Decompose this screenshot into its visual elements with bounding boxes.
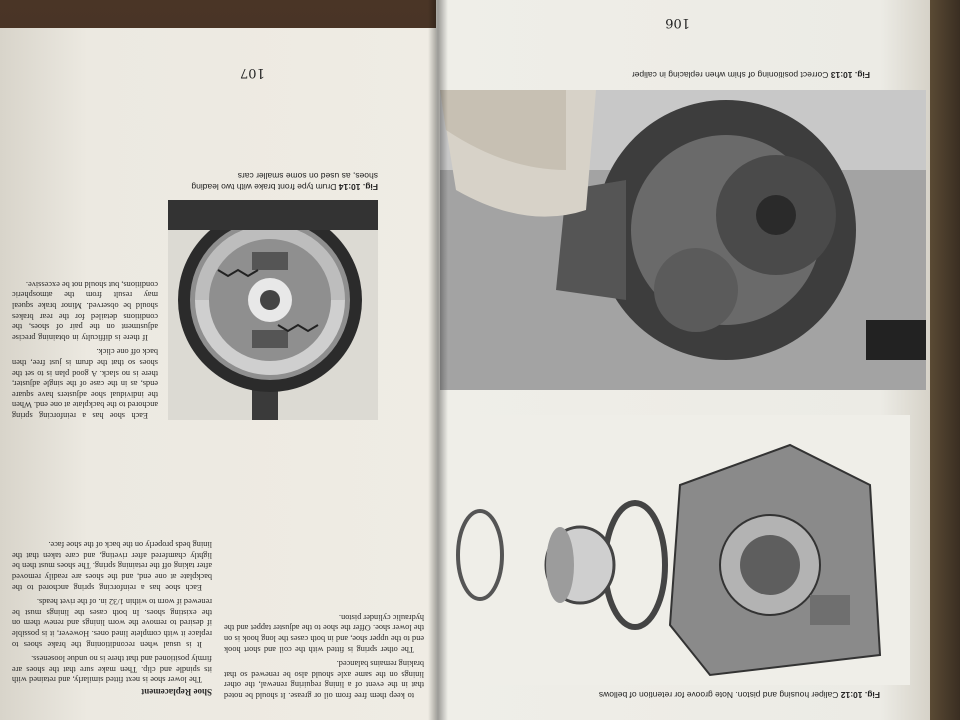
drum-brake-illustration: [168, 200, 378, 420]
figure-caption-text: Correct positioning of shim when replacing in caliper: [631, 70, 829, 80]
section-heading: Shoe Replacement: [141, 687, 212, 697]
page-number: 107: [240, 65, 265, 80]
right-page: [436, 0, 930, 720]
figure-caption: [460, 689, 880, 700]
book-gutter: [428, 0, 448, 720]
figure-photo-disc-caliper: [440, 90, 926, 390]
figure-caption: [450, 69, 870, 80]
text-column-a: [224, 420, 424, 700]
text-column-c: Each shoe has a reinforcing spring anchored to the backplate at one end. When the individual shoe adjusters have square ends, as in the case of the single adjuster, there is no slack. A good plan is to set the shoes so that the drum is just free, then back off one click. If there is difficulty in obtaining precise adjustment on the pair of shoes, the conditions detailed for the rear brakes should be observed. Minor brake squeal may result from the atmospheric conditions, but should not be excessive.: [12, 279, 158, 420]
figure-caption-text: Drum type front brake with two leading shoes, as used on some smaller cars: [191, 171, 378, 192]
paragraph: It is usual when reconditioning the brake shoes to replace it with complete lined ones. However, it is possible if desired to remove the worn linings and renew them on the existing shoes. In both cases the linings must be renewed if worn to within 1/32 in. of the rivet heads.: [12, 597, 212, 649]
paragraph: The lower shoe is next fitted similarly, and retained with its spindle and clip. Then make sure that the shoes are firmly positioned and that there is no undue looseness.: [12, 654, 212, 685]
figure-photo-caliper-parts: [450, 415, 910, 685]
caliper-parts-illustration: [450, 415, 910, 685]
figure-label: Fig. 10:14: [338, 182, 378, 192]
paragraph: The other spring is fitted with the coil and short hook end to the upper shoe, and in both cases the long hook is on the lower shoe. Offer the shoe to the adjuster tappet and the hydraulic cylinder piston.: [224, 612, 424, 654]
text-column-b: [12, 420, 212, 700]
paragraph: to keep them free from oil or grease. It should be noted that in the event of a lining requiring renewal, the other linings on the same axle should also be renewed so that braking remains balanced.: [224, 659, 424, 700]
figure-caption: [168, 170, 378, 192]
figure-caption-text: Caliper housing and piston. Note groove for retention of bellows: [598, 690, 839, 700]
left-page: [0, 28, 438, 720]
paragraph: Each shoe has a reinforcing spring anchored to the backplate at one end, and the shoes are readily removed after taking off the retaining spring. The shoes must then be lightly chamfered after riveting, and care taken that the lining beds properly on the back of the shoe face.: [12, 540, 212, 592]
disc-caliper-illustration: [440, 90, 926, 390]
figure-label: Fig. 10:12: [840, 690, 880, 700]
figure-photo-drum-brake: [168, 200, 378, 420]
page-number: 106: [665, 15, 690, 30]
figure-label: Fig. 10:13: [830, 70, 870, 80]
